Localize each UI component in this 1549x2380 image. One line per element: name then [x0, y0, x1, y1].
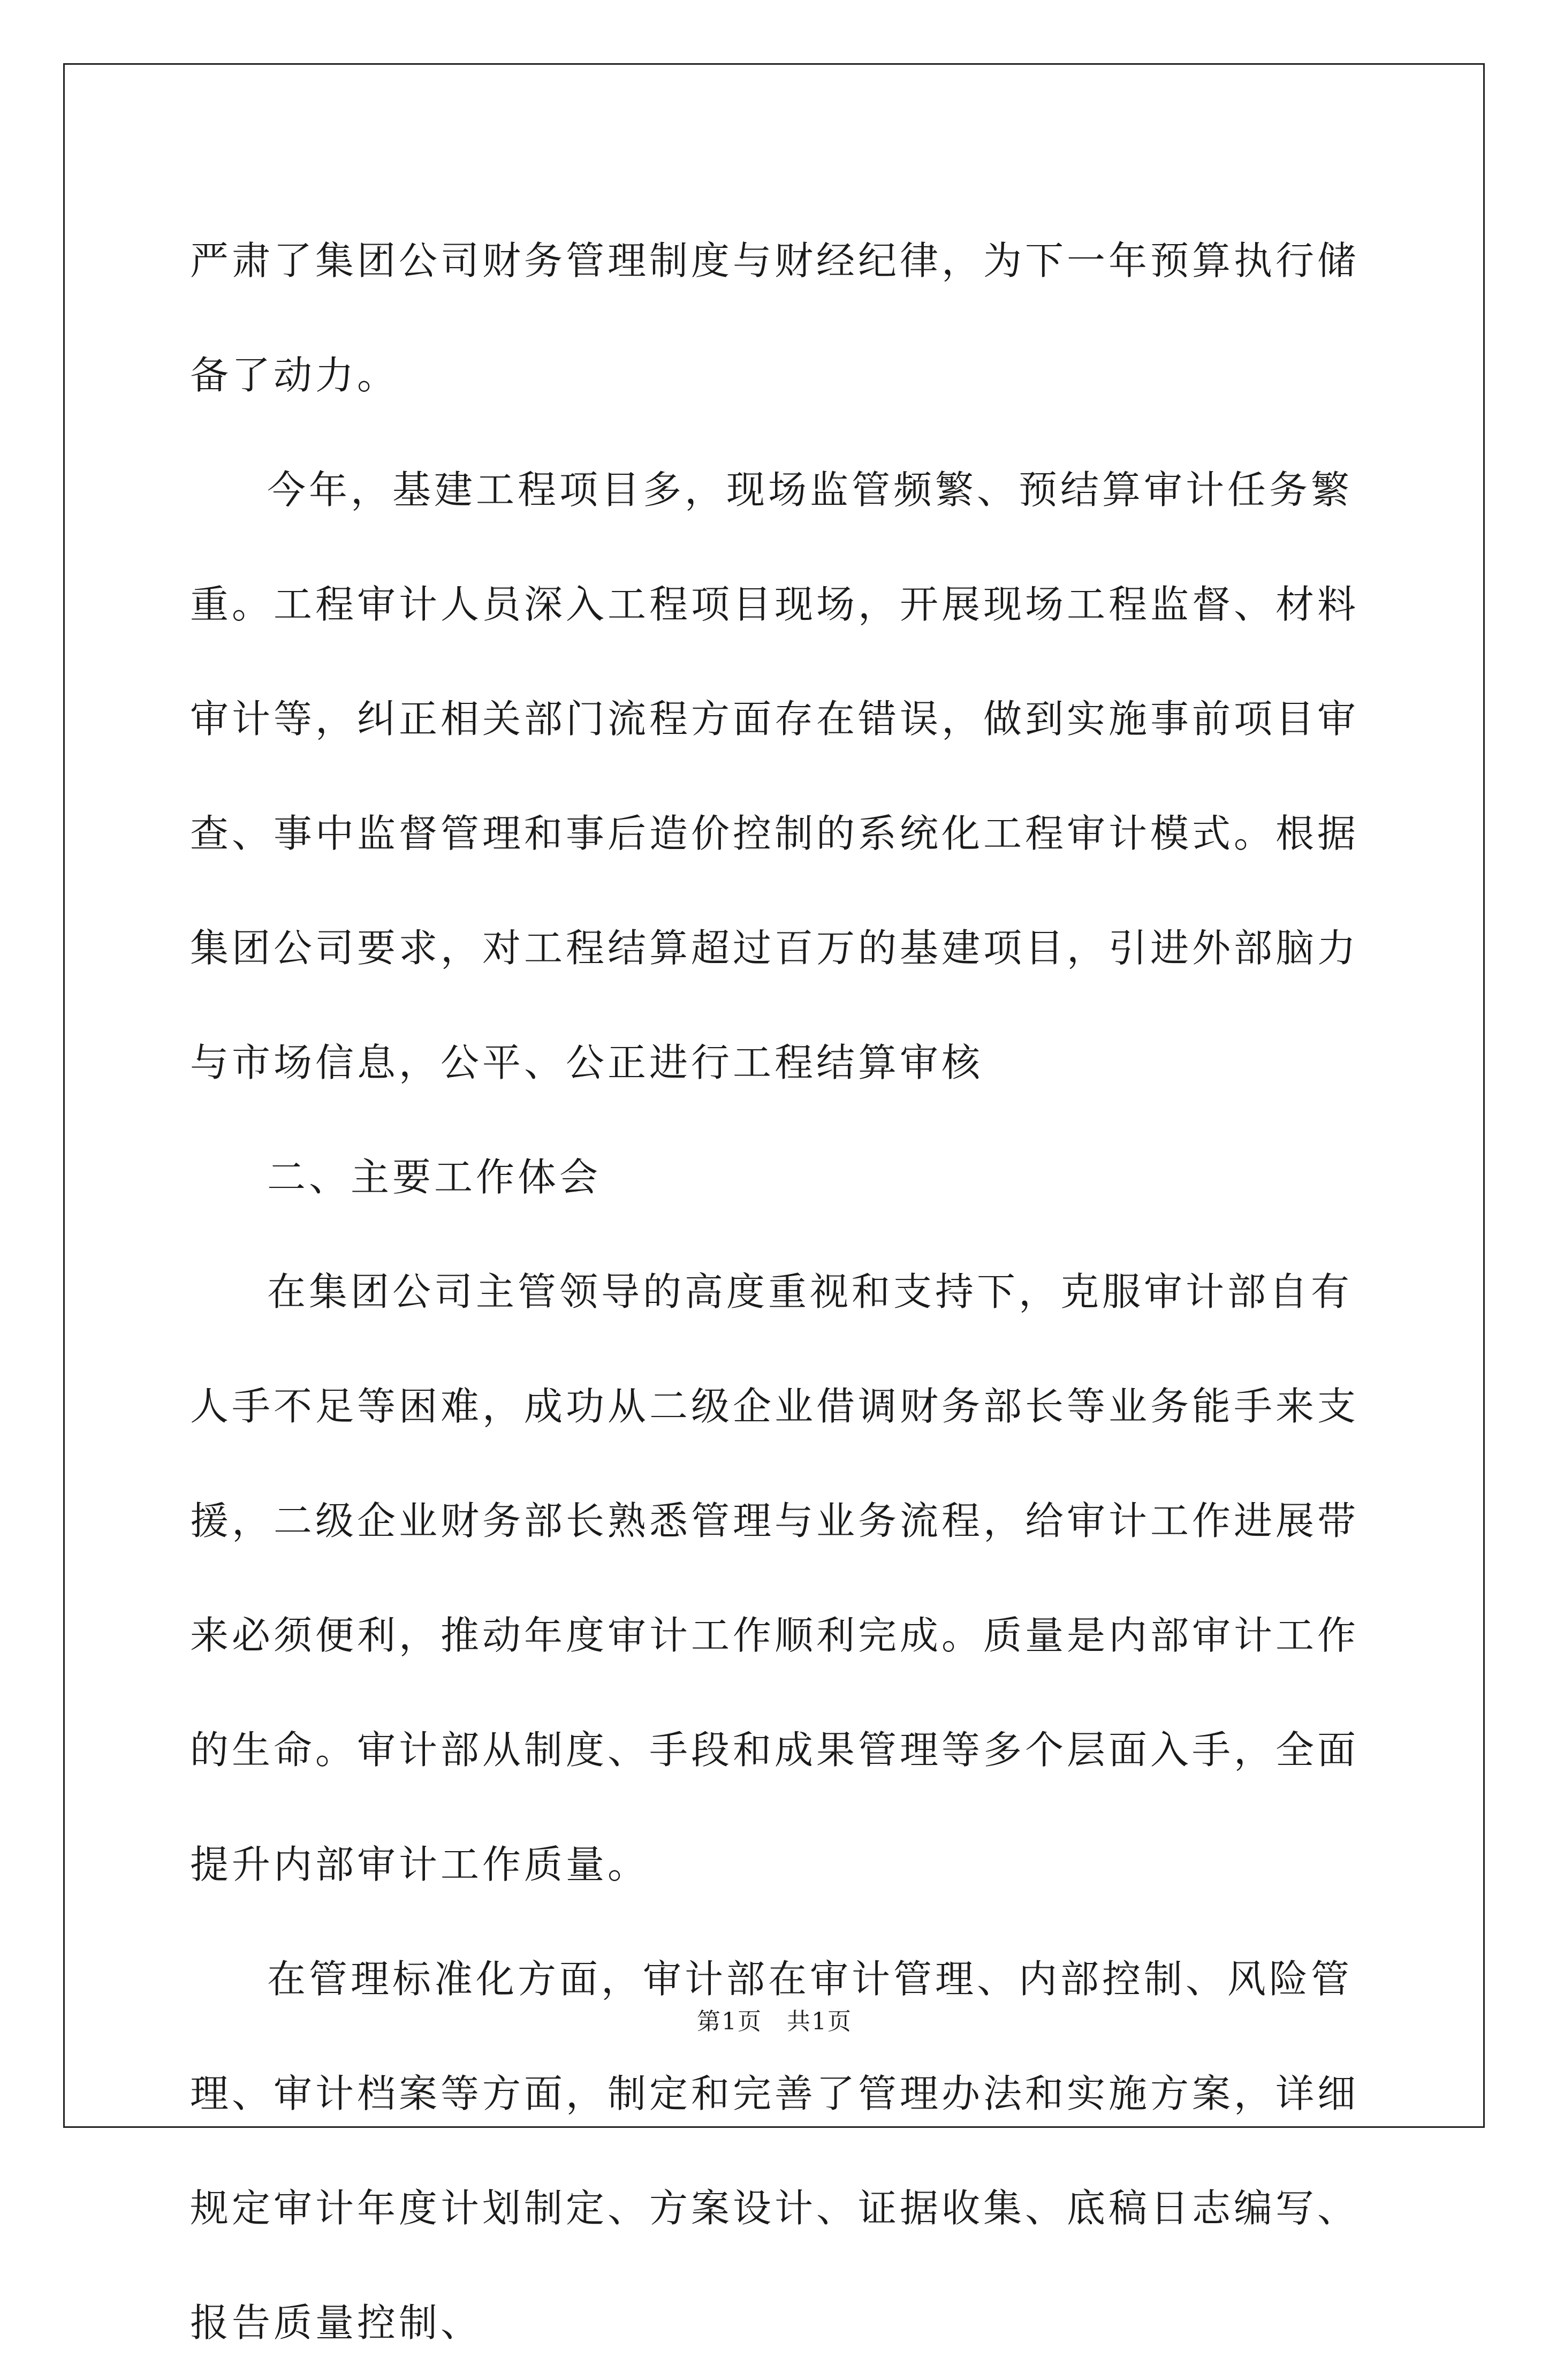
paragraph-3: 在集团公司主管领导的高度重视和支持下，克服审计部自有人手不足等困难，成功从二级企业借调财务部长等业务能手来支援，二级企业财务部长熟悉管理与业务流程，给审计工作进展带来必须便利，推动年度审计工作顺利完成。质量是内部审计工作的生命。审计部从制度、手段和成果管理等多个层面入手，全面提升内部审计工作质量。 — [190, 1269, 1360, 1887]
page-number-footer: 第1页 共1页 — [697, 2008, 852, 2035]
section-heading: 二、主要工作体会 — [267, 1155, 602, 1200]
paragraph-2: 今年，基建工程项目多，现场监管频繁、预结算审计任务繁重。工程审计人员深入工程项目现场，开展现场工程监督、材料审计等，纠正相关部门流程方面存在错误，做到实施事前项目审查、事中监督管理和事后造价控制的系统化工程审计模式。根据集团公司要求，对工程结算超过百万的基建项目，引进外部脑力与市场信息，公平、公正进行工程结算审核 — [190, 467, 1360, 1085]
document-body — [190, 203, 1389, 2380]
paragraph-1: 严肃了集团公司财务管理制度与财经纪律，为下一年预算执行储备了动力。 — [190, 238, 1360, 398]
paragraph-4: 在管理标准化方面，审计部在审计管理、内部控制、风险管理、审计档案等方面，制定和完善了管理办法和实施方案，详细规定审计年度计划制定、方案设计、证据收集、底稿日志编写、报告质量控制、 — [190, 1957, 1360, 2345]
